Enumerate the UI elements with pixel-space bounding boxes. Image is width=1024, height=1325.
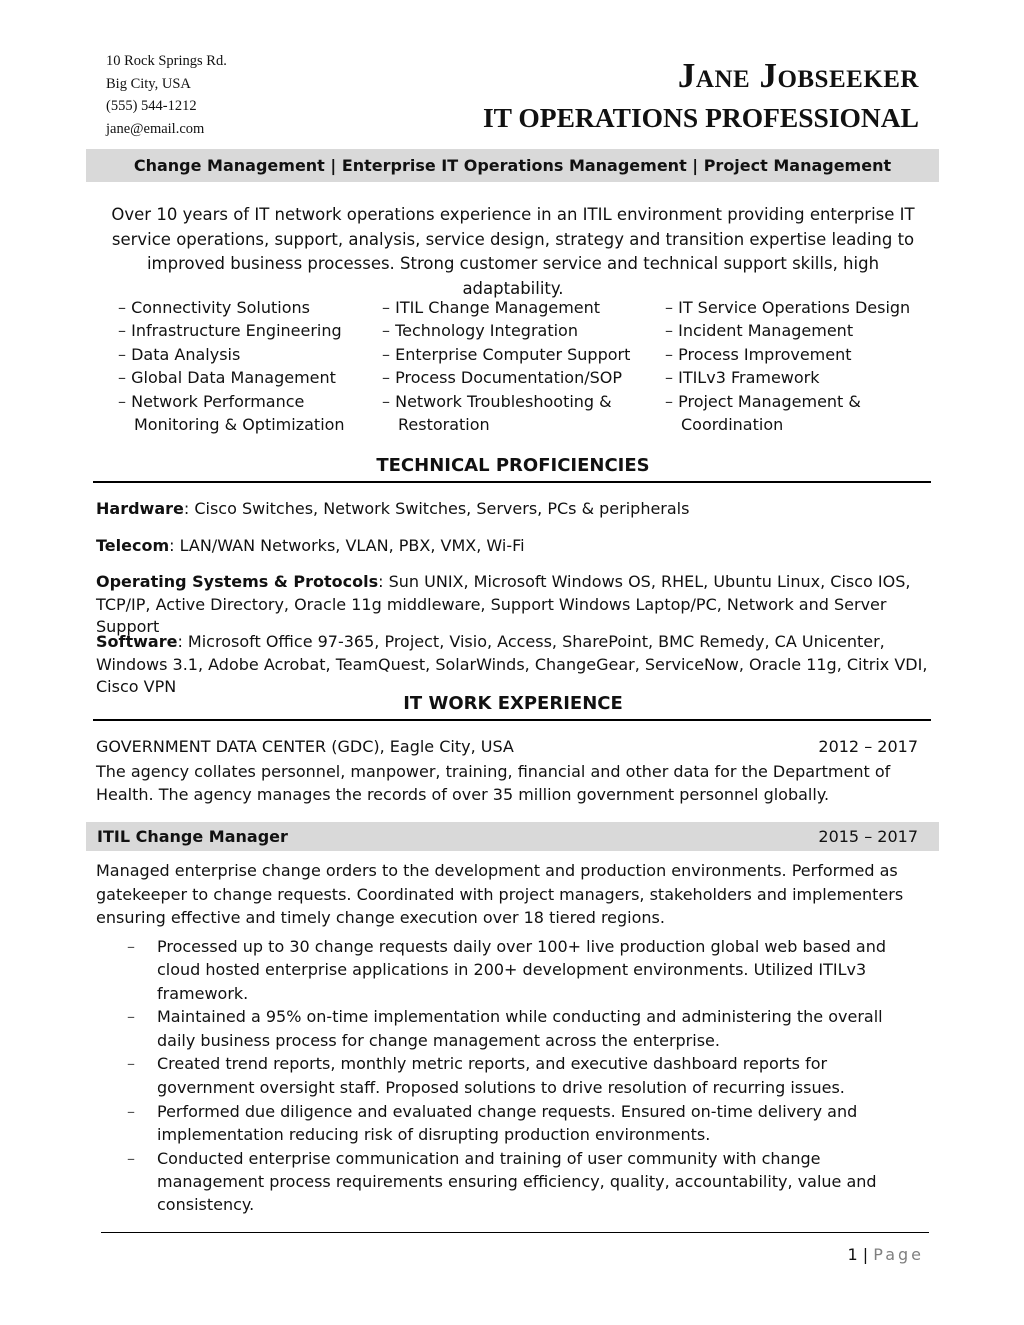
page-label: Page — [873, 1245, 924, 1264]
list-item-text: Conducted enterprise communication and training of user community with change management process requirements ensuring efficiency, quality, accountability, value and consistency. — [157, 1148, 877, 1215]
skill-item: – Project Management & Coordination — [665, 390, 925, 437]
list-item-text: Created trend reports, monthly metric reports, and executive dashboard reports for government oversight staff. Proposed solutions to drive resolution of recurring issues. — [157, 1054, 845, 1097]
dash-bullet-icon: – — [127, 1101, 135, 1121]
section-divider — [93, 719, 931, 721]
skill-item: – Technology Integration — [382, 319, 652, 342]
skill-item: – Network Troubleshooting & Restoration — [382, 390, 652, 437]
skill-item: – Infrastructure Engineering — [118, 319, 368, 342]
skill-item: – Incident Management — [665, 319, 925, 342]
page-footer — [848, 1245, 925, 1264]
skills-column-2 — [382, 296, 652, 436]
telecom-label: Telecom — [96, 536, 170, 555]
employer-dates: 2012 – 2017 — [818, 737, 918, 756]
employer-name: GOVERNMENT DATA CENTER (GDC), Eagle City, USA — [96, 737, 514, 756]
list-item — [96, 1100, 896, 1147]
candidate-name: Jane Jobseeker — [677, 56, 919, 95]
software-line — [96, 631, 930, 699]
professional-title: IT OPERATIONS PROFESSIONAL — [482, 102, 919, 133]
contact-address: 10 Rock Springs Rd. — [106, 53, 227, 69]
experience-heading: IT WORK EXPERIENCE — [403, 693, 623, 714]
contact-city: Big City, USA — [106, 75, 191, 92]
keywords-banner: Change Management | Enterprise IT Operations Management | Project Management — [86, 149, 939, 182]
list-item — [96, 1005, 896, 1052]
list-item-text: Processed up to 30 change requests daily over 100+ live production global web based and cloud hosted enterprise applications in 200+ development environments. Utilized ITILv3 framework. — [157, 937, 886, 1003]
skill-item: – Network Performance Monitoring & Optimization — [118, 390, 368, 437]
achievement-list — [96, 935, 896, 1217]
skills-column-1 — [118, 296, 368, 436]
skill-item: – Connectivity Solutions — [118, 296, 368, 319]
technical-heading: TECHNICAL PROFICIENCIES — [376, 455, 650, 476]
employer-row — [96, 737, 918, 756]
os-line — [96, 571, 930, 639]
page-number: 1 — [847, 1245, 858, 1264]
hardware-line — [96, 498, 930, 521]
dash-bullet-icon: – — [127, 1007, 135, 1027]
list-item — [96, 935, 896, 1005]
skill-item: – Data Analysis — [118, 343, 368, 366]
dash-bullet-icon: – — [127, 937, 135, 956]
job-description: Managed enterprise change orders to the development and production environments. Performed as gatekeeper to change requests. Coordinated with project managers, stakeholders and implementers ensuring effective and timely change execution over 18 tiered regions. — [96, 861, 904, 927]
summary-paragraph: Over 10 years of IT network operations experience in an ITIL environment providing enterprise IT service operations, support, analysis, service design, strategy and transition expertise leading to improved business processes. Strong customer service and technical support skills, high adaptability. — [111, 205, 915, 298]
hardware-label: Hardware — [96, 499, 184, 518]
os-label: Operating Systems & Protocols — [96, 572, 379, 591]
contact-email: jane@email.com — [106, 120, 205, 137]
software-value: : Microsoft Office 97-365, Project, Visio, Access, SharePoint, BMC Remedy, CA Unicenter, Windows 3.1, Adobe Acrobat, TeamQuest, SolarWinds, ChangeGear, ServiceNow, Oracle 11g, Citrix VDI, Cisco VPN — [96, 632, 928, 696]
skill-item: – ITIL Change Management — [382, 296, 652, 319]
footer-divider — [101, 1232, 929, 1233]
skill-item: – Enterprise Computer Support — [382, 343, 652, 366]
skill-item: – ITILv3 Framework — [665, 366, 925, 389]
hardware-value: : Cisco Switches, Network Switches, Servers, PCs & peripherals — [183, 499, 690, 518]
skill-item: – Global Data Management — [118, 366, 368, 389]
list-item-text: Performed due diligence and evaluated change requests. Ensured on-time delivery and implementation reducing risk of disrupting production environments. — [157, 1101, 858, 1144]
employer-description: The agency collates personnel, manpower, training, financial and other data for the Department of Health. The agency manages the records of over 35 million government personnel globally. — [96, 762, 891, 804]
job-dates: 2015 – 2017 — [818, 827, 918, 846]
telecom-line — [96, 535, 930, 558]
os-value: : Sun UNIX, Microsoft Windows OS, RHEL, Ubuntu Linux, Cisco IOS, TCP/IP, Active Directory, Oracle 11g middleware, Support Windows Laptop/PC, Network and Server Support — [96, 572, 911, 636]
dash-bullet-icon: – — [127, 1148, 135, 1168]
telecom-value: : LAN/WAN Networks, VLAN, PBX, VMX, Wi-Fi — [169, 536, 525, 555]
skill-item: – Process Improvement — [665, 343, 925, 366]
contact-phone: (555) 544-1212 — [106, 98, 197, 114]
page-separator: | — [862, 1245, 869, 1264]
list-item — [96, 1147, 896, 1217]
skills-column-3 — [665, 296, 925, 436]
list-item — [96, 1052, 896, 1099]
contact-info — [106, 50, 227, 140]
section-divider — [93, 481, 931, 483]
skill-item: – IT Service Operations Design — [665, 296, 925, 319]
software-label: Software — [96, 632, 178, 651]
dash-bullet-icon: – — [127, 1054, 135, 1074]
list-item-text: Maintained a 95% on-time implementation while conducting and administering the overall daily business process for change management across the enterprise. — [157, 1007, 883, 1050]
job-title: ITIL Change Manager — [97, 827, 288, 846]
skill-item: – Process Documentation/SOP — [382, 366, 652, 389]
